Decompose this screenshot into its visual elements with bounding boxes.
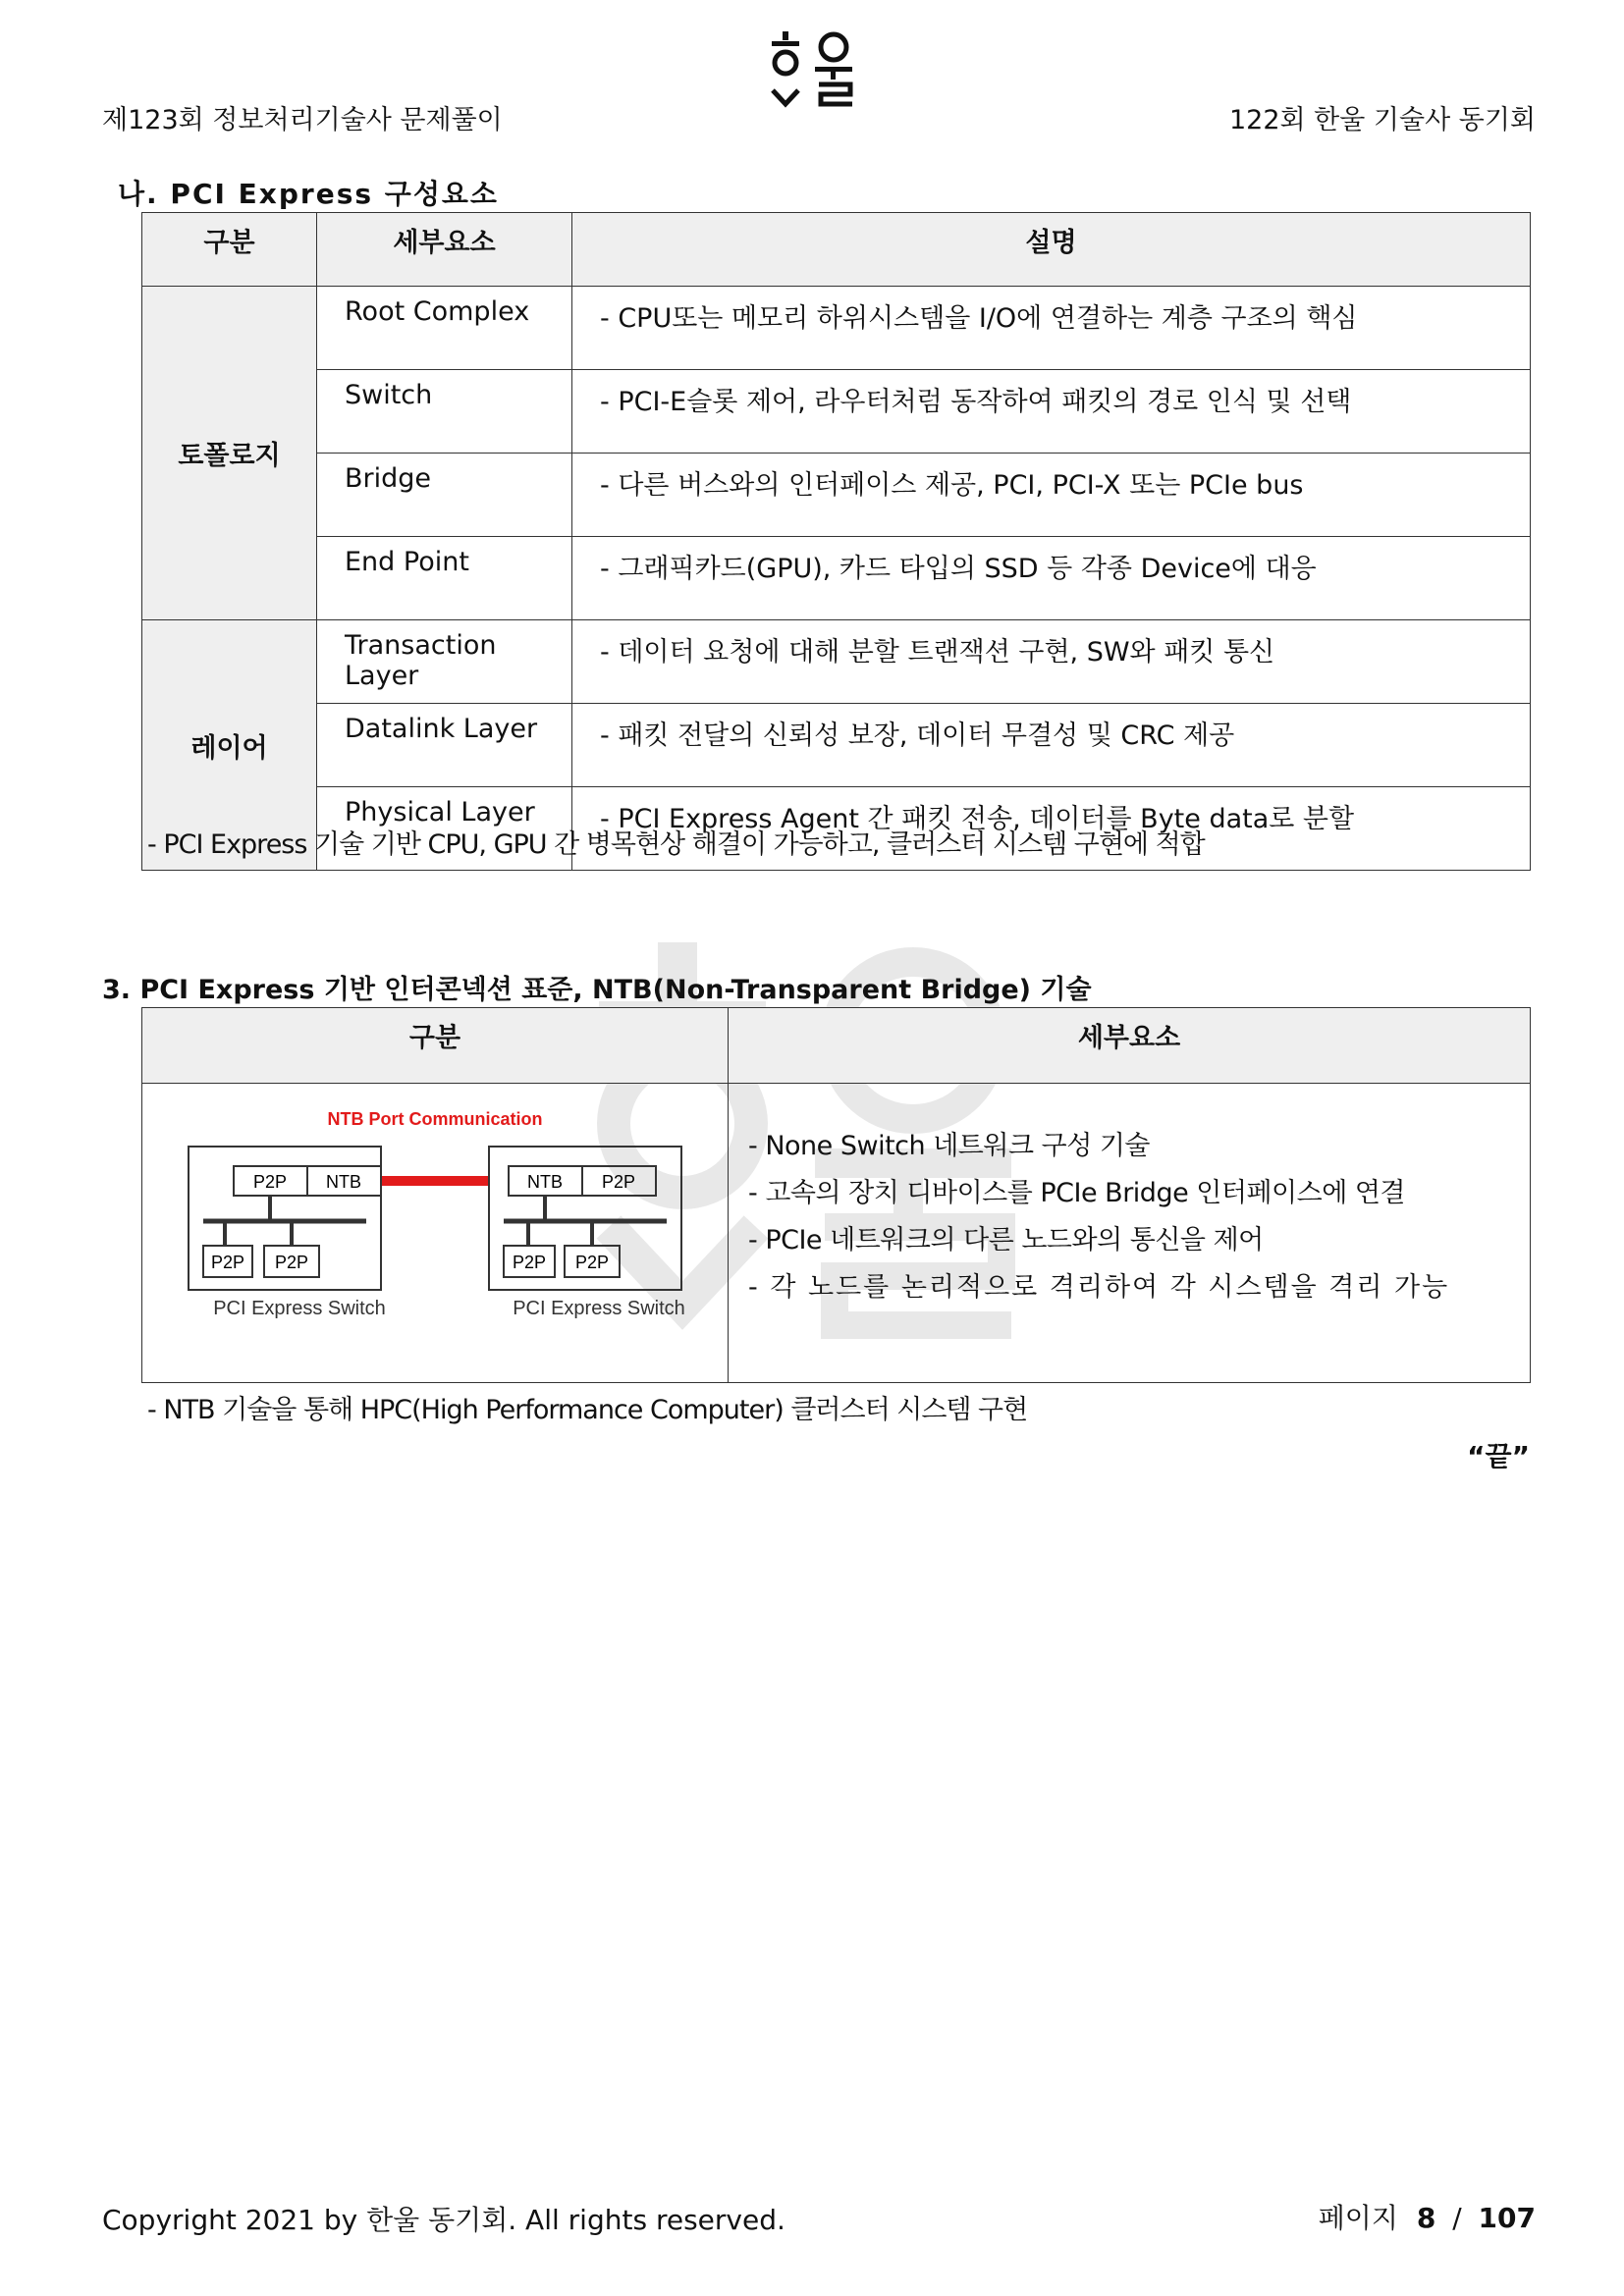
page-separator: / — [1452, 2202, 1462, 2234]
bullet-item: - 고속의 장치 디바이스를 PCIe Bridge 인터페이스에 연결 — [748, 1178, 1406, 1208]
desc-cell: - CPU또는 메모리 하위시스템을 I/O에 연결하는 계층 구조의 핵심 — [572, 287, 1531, 370]
section-3-title: 3. PCI Express 기반 인터콘넥션 표준, NTB(Non-Transparent Bridge) 기술 — [102, 975, 1092, 1005]
ntb-diagram — [142, 1084, 729, 1382]
desc-cell: - 그래픽카드(GPU), 카드 타입의 SSD 등 각종 Device에 대응 — [572, 537, 1531, 620]
desc-cell: - 데이터 요청에 대해 분할 트랜잭션 구현, SW와 패킷 통신 — [572, 620, 1531, 704]
port-label: P2P — [210, 1253, 245, 1272]
page-total: 107 — [1478, 2202, 1536, 2234]
bullet-item: - PCIe 네트워크의 다른 노드와의 통신을 제어 — [748, 1225, 1264, 1255]
components-table — [141, 212, 1531, 871]
item-cell: Switch — [317, 370, 572, 454]
left-switch — [189, 1147, 386, 1319]
end-mark: “끝” — [1467, 1440, 1530, 1472]
ntb-bullets-cell — [729, 1084, 1531, 1383]
page-current: 8 — [1416, 2202, 1436, 2234]
table-row — [142, 620, 1531, 704]
col-header-item: 세부요소 — [317, 213, 572, 287]
section-na-note: - PCI Express 기술 기반 CPU, GPU 간 병목현상 해결이 가능하고, 클러스터 시스템 구현에 적합 — [147, 829, 1205, 860]
col-header-desc: 설명 — [572, 213, 1531, 287]
item-cell: Root Complex — [317, 287, 572, 370]
header-right-title: 122회 한울 기술사 동기회 — [1228, 105, 1536, 135]
right-switch — [489, 1147, 685, 1319]
port-label: NTB — [527, 1172, 563, 1192]
bullet-item: - 각 노드를 논리적으로 격리하여 각 시스템을 격리 가능 — [748, 1272, 1450, 1303]
table-row — [142, 704, 1531, 787]
footer-copyright: Copyright 2021 by 한울 동기회. All rights reserved. — [102, 2204, 785, 2236]
item-cell: Transaction Layer — [317, 620, 572, 704]
item-cell: Datalink Layer — [317, 704, 572, 787]
desc-cell: - PCI Express Agent 간 패킷 전송, 데이터를 Byte data로 분할 — [572, 787, 1531, 871]
desc-cell: - PCI-E슬롯 제어, 라우터처럼 동작하여 패킷의 경로 인식 및 선택 — [572, 370, 1531, 454]
item-cell: Physical Layer — [317, 787, 572, 871]
port-label: NTB — [326, 1172, 361, 1192]
section-3-note: - NTB 기술을 통해 HPC(High Performance Computer) 클러스터 시스템 구현 — [147, 1395, 1028, 1425]
port-label: P2P — [512, 1253, 547, 1272]
category-layer: 레이어 — [142, 620, 317, 871]
ntb-col-header-item: 세부요소 — [729, 1008, 1531, 1084]
switch-label: PCI Express Switch — [513, 1298, 685, 1319]
page-indicator — [1319, 2197, 1536, 2236]
bullet-item: - None Switch 네트워크 구성 기술 — [748, 1131, 1151, 1161]
item-cell: End Point — [317, 537, 572, 620]
header-left-title: 제123회 정보처리기술사 문제풀이 — [102, 105, 503, 135]
port-label: P2P — [601, 1172, 636, 1192]
desc-cell: - 다른 버스와의 인터페이스 제공, PCI, PCI-X 또는 PCIe bus — [572, 454, 1531, 537]
category-topology: 토폴로지 — [142, 287, 317, 620]
ntb-table — [141, 1007, 1531, 1383]
port-label: P2P — [574, 1253, 610, 1272]
desc-cell: - 패킷 전달의 신뢰성 보장, 데이터 무결성 및 CRC 제공 — [572, 704, 1531, 787]
table-row — [142, 370, 1531, 454]
col-header-category: 구분 — [142, 213, 317, 287]
diagram-title: NTB Port Communication — [327, 1109, 543, 1129]
section-na-title: 나. PCI Express 구성요소 — [118, 178, 499, 210]
ntb-diagram-cell — [142, 1084, 729, 1383]
table-row — [142, 537, 1531, 620]
port-label: P2P — [274, 1253, 309, 1272]
item-cell: Bridge — [317, 454, 572, 537]
hanul-logo — [768, 29, 866, 128]
table-row — [142, 287, 1531, 370]
table-row — [142, 454, 1531, 537]
port-label: P2P — [252, 1172, 288, 1192]
ntb-col-header-category: 구분 — [142, 1008, 729, 1084]
switch-label: PCI Express Switch — [213, 1298, 386, 1319]
page-label: 페이지 — [1318, 2202, 1398, 2234]
ntb-link — [381, 1176, 489, 1186]
